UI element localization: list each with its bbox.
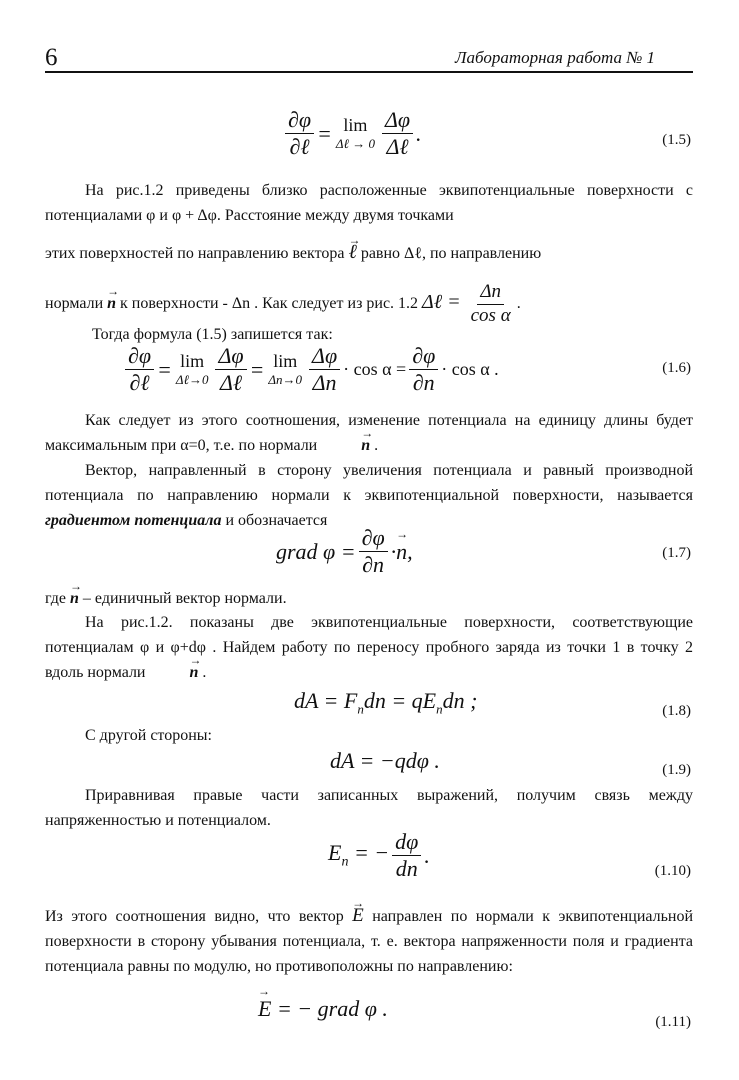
paragraph-7: С другой стороны: bbox=[85, 727, 212, 744]
eq-number-1-7: (1.7) bbox=[662, 545, 691, 561]
eq-number-1-5: (1.5) bbox=[662, 132, 691, 148]
paragraph-1: На рис.1.2 приведены близко расположенные эквипотенциальные поверхности с потенциалами φ и φ + Δφ. Расстояние между двумя точками bbox=[45, 182, 693, 224]
paragraph-1-line: этих поверхностей по направлению вектора → ℓ равно Δℓ, по направлению bbox=[45, 240, 693, 266]
paragraph-3: Как следует из этого соотношения, изменение потенциала на единицу длины будет максимальным при α=0, т.е. по нормали → n . bbox=[45, 408, 693, 458]
eq-number-1-10: (1.10) bbox=[654, 863, 691, 879]
formula-1-11: → E = − grad φ . bbox=[258, 996, 388, 1022]
formula-1-6: $\frac{\partial\varphi}{\text{∂ℓ}}$ = lim Δℓ→0 $\frac{\Delta\varphi}{\text{Δℓ}}$ = lim Δn→0 $\frac{\Delta\varphi}{\Delta n}$ · cos α = $\frac{\partial\varphi}{\partial n}$ · cos α . bbox=[122, 344, 499, 395]
paragraph-4: Вектор, направленный в сторону увеличения потенциала и равный производной потенциала по направлению нормали к эквипотенциальной поверхности, называется градиентом потенциала и обозначается bbox=[45, 462, 693, 529]
paragraph-1-line-2: нормали → n к поверхности - Δn . Как следует из рис. 1.2 Δℓ = $\frac{\Delta n}{\text{cos α}}$ . bbox=[45, 282, 693, 327]
eq-number-1-11: (1.11) bbox=[655, 1014, 691, 1030]
eq-number-1-9: (1.9) bbox=[662, 762, 691, 778]
paragraph-8: Приравнивая правые части записанных выражений, получим связь между напряженностью и потенциалом. bbox=[45, 787, 693, 829]
page-number: 6 bbox=[45, 44, 58, 71]
formula-1-10: $E_n$ = − $\frac{d\varphi}{dn}$ . bbox=[328, 829, 430, 882]
paragraph-9: Из этого соотношения видно, что вектор → E направлен по нормали к эквипотенциальной поверхности в сторону убывания потенциала, т. е. вектора напряженности поля и градиента потенциала равны по модулю, но противоположны по направлению: bbox=[45, 903, 693, 979]
eq-number-1-8: (1.8) bbox=[662, 703, 691, 719]
paragraph-5: где → n – единичный вектор нормали. bbox=[45, 586, 693, 611]
header-rule bbox=[45, 71, 693, 73]
paragraph-2: Тогда формула (1.5) запишется так: bbox=[92, 326, 333, 343]
running-title: Лабораторная работа № 1 bbox=[455, 48, 656, 67]
formula-1-7: grad φ = $\frac{\partial\varphi}{\partial n}$ · → n , bbox=[276, 526, 413, 577]
paragraph-6: На рис.1.2. показаны две эквипотенциальные поверхности, соответствующие потенциалам φ и φ+dφ . Найдем работу по переносу пробного заряда из точки 1 в точку 2 вдоль нормали → n . bbox=[45, 610, 693, 685]
formula-1-8: dA = $F_ndn = qE_ndn$ ; bbox=[294, 688, 478, 717]
eq-number-1-6: (1.6) bbox=[662, 360, 691, 376]
formula-1-5: $\frac{\partial\varphi}{\text{∂ℓ}}$ = lim Δℓ → 0 $\frac{\Delta\varphi}{\text{Δℓ}}$ . bbox=[282, 108, 422, 159]
formula-1-9: dA = −qdφ . bbox=[330, 748, 440, 773]
